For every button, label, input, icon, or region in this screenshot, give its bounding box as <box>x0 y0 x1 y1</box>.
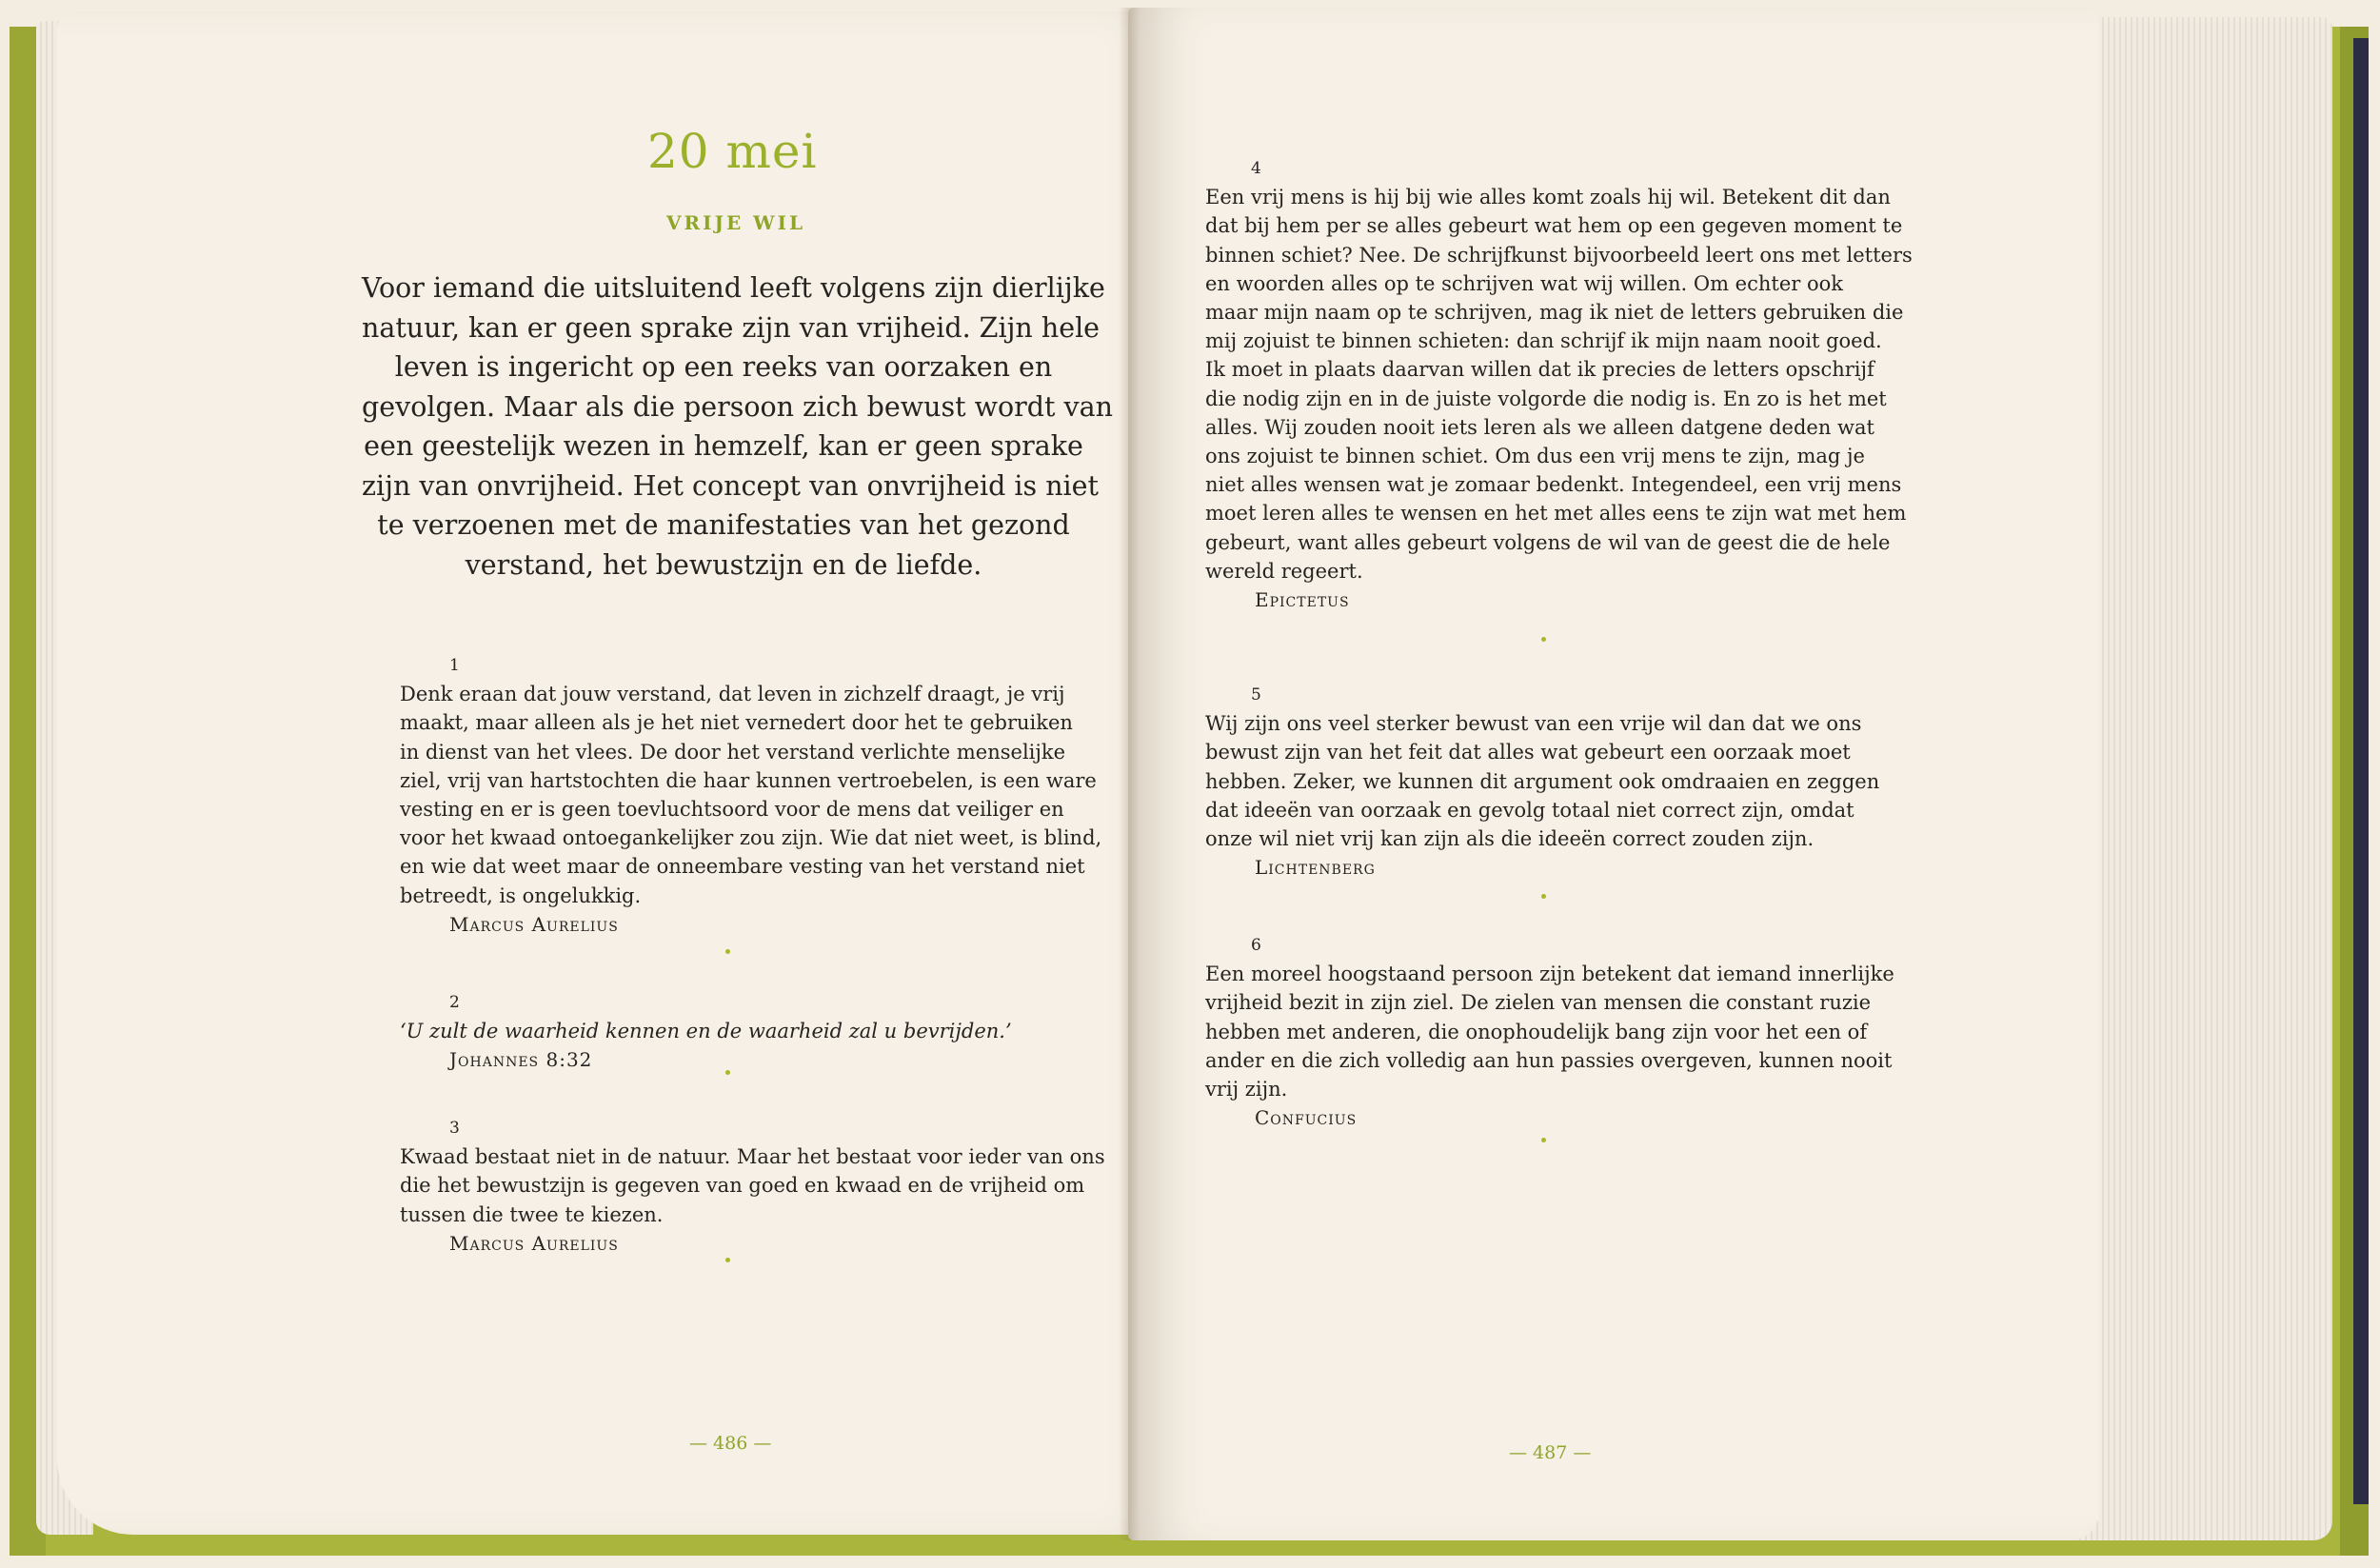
quote-line: vrij zijn. <box>1205 1078 1288 1102</box>
intro-line: gevolgen. Maar als die persoon zich bewust wordt van <box>362 390 1113 423</box>
quote-author: Lichtenberg <box>1255 856 1376 880</box>
quote-number: 2 <box>449 993 460 1012</box>
quote-line: alles. Wij zouden nooit iets leren als we alleen datgene deden wat <box>1205 415 1874 439</box>
quote-6 <box>1205 931 1894 1132</box>
quote-line: moet leren alles te wensen en het met alles eens te zijn wat met hem <box>1205 502 1907 526</box>
quote-author: Epictetus <box>1255 588 1350 612</box>
intro-line: natuur, kan er geen sprake zijn van vrijheid. Zijn hele <box>362 311 1101 344</box>
intro-line: leven is ingericht op een reeks van oorzaken en <box>394 351 1053 383</box>
quote-line: maakt, maar alleen als je het niet vernedert door het te gebruiken <box>400 711 1073 735</box>
separator-dot <box>1541 894 1546 899</box>
quote-author: Marcus Aurelius <box>449 1231 619 1255</box>
separator-dot <box>725 1258 730 1262</box>
quote-author: Marcus Aurelius <box>449 912 619 936</box>
quote-line: voor het kwaad ontoegankelijker zou zijn. Wie dat niet weet, is blind, <box>400 826 1102 850</box>
quote-line: ‘U zult de waarheid kennen en de waarheid zal u bevrijden.’ <box>400 1020 1012 1043</box>
quote-line: onze wil niet vrij kan zijn als die ideeën correct zouden zijn. <box>1205 827 1815 851</box>
quote-line: Kwaad bestaat niet in de natuur. Maar het bestaat voor ieder van ons <box>400 1145 1105 1169</box>
intro-paragraph <box>362 268 1113 585</box>
quote-line: die nodig zijn en in de juiste volgorde die nodig is. En zo is het met <box>1205 387 1887 410</box>
quote-line: die het bewustzijn is gegeven van goed en kwaad en de vrijheid om <box>400 1174 1085 1198</box>
cover-edge-dark <box>2353 38 2369 1504</box>
separator-dot <box>725 1070 730 1075</box>
quote-number: 1 <box>449 656 460 675</box>
quote-number: 3 <box>449 1119 460 1138</box>
quote-line: betreedt, is ongelukkig. <box>400 883 642 907</box>
quote-line: Denk eraan dat jouw verstand, dat leven in zichzelf draagt, je vrij <box>400 683 1065 706</box>
quote-line: ander en die zich volledig aan hun passies overgeven, kunnen nooit <box>1205 1048 1893 1072</box>
quote-line: Ik moet in plaats daarvan willen dat ik precies de letters opschrijf <box>1205 358 1874 382</box>
intro-line: Voor iemand die uitsluitend leeft volgens zijn dierlijke <box>362 272 1105 304</box>
quote-author: Confucius <box>1255 1106 1358 1130</box>
quote-line: dat bij hem per se alles gebeurt wat hem op een gegeven moment te <box>1205 214 1903 238</box>
quote-line: binnen schiet? Nee. De schrijfkunst bijvoorbeeld leert ons met letters <box>1205 243 1913 267</box>
quote-author: Johannes 8:32 <box>449 1048 593 1072</box>
quote-line: Wij zijn ons veel sterker bewust van een vrije wil dan dat we ons <box>1205 712 1862 736</box>
intro-line: een geestelijk wezen in hemzelf, kan er geen sprake <box>364 430 1083 462</box>
quote-5 <box>1205 681 1879 882</box>
quote-2 <box>400 988 1012 1075</box>
quote-line: vrijheid bezit in zijn ziel. De zielen van mensen die constant ruzie <box>1205 991 1872 1015</box>
quote-line: gebeurt, want alles gebeurt volgens de wil van de geest die de hele <box>1205 530 1891 554</box>
intro-line: zijn van onvrijheid. Het concept van onvrijheid is niet <box>362 469 1099 502</box>
quote-line: maar mijn naam op te schrijven, mag ik niet de letters gebruiken die <box>1205 301 1904 325</box>
quote-line: tussen die twee te kiezen. <box>400 1202 664 1226</box>
separator-dot <box>725 949 730 954</box>
quote-line: Een moreel hoogstaand persoon zijn betekent dat iemand innerlijke <box>1205 963 1894 986</box>
quote-number: 6 <box>1251 936 1261 955</box>
quote-line: ons zojuist te binnen schiet. Om dus een vrij mens te zijn, mag je <box>1205 445 1865 468</box>
quote-line: Een vrij mens is hij bij wie alles komt zoals hij wil. Betekent dit dan <box>1205 186 1891 209</box>
book-gutter <box>1119 8 1140 1540</box>
quote-line: mij zojuist te binnen schieten: dan schrijf ik mijn naam nooit goed. <box>1205 329 1882 353</box>
quote-line: hebben. Zeker, we kunnen dit argument ook omdraaien en zeggen <box>1205 769 1880 793</box>
quote-line: wereld regeert. <box>1205 559 1363 583</box>
quote-3 <box>400 1114 1105 1258</box>
quote-1 <box>400 651 1101 939</box>
quote-line: en woorden alles op te schrijven wat wij willen. Om echter ook <box>1205 271 1843 295</box>
page-date-title: 20 mei <box>647 124 818 179</box>
quote-line: niet alles wensen wat je zomaar bedenkt. Integendeel, een vrij mens <box>1205 473 1902 497</box>
quote-4 <box>1205 154 1913 614</box>
quote-line: bewust zijn van het feit dat alles wat gebeurt een oorzaak moet <box>1205 741 1851 764</box>
quote-line: in dienst van het vlees. De door het verstand verlichte menselijke <box>400 740 1066 764</box>
quote-number: 4 <box>1251 159 1261 178</box>
intro-line: te verzoenen met de manifestaties van het gezond <box>377 509 1070 541</box>
separator-dot <box>1541 1138 1546 1142</box>
page-theme: VRIJE WIL <box>666 211 806 234</box>
quote-line: en wie dat weet maar de onneembare vesting van het verstand niet <box>400 855 1085 879</box>
separator-dot <box>1541 637 1546 642</box>
page-number-right: — 487 — <box>1509 1442 1592 1463</box>
quote-line: ziel, vrij van hartstochten die haar kunnen vertroebelen, is een ware <box>400 768 1097 792</box>
quote-line: dat ideeën van oorzaak en gevolg totaal niet correct zijn, omdat <box>1205 798 1854 822</box>
page-number-left: — 486 — <box>689 1433 772 1454</box>
quote-line: vesting en er is geen toevluchtsoord voor de mens dat veiliger en <box>400 798 1064 822</box>
quote-line: hebben met anderen, die onophoudelijk bang zijn voor het een of <box>1205 1020 1868 1043</box>
quote-number: 5 <box>1251 685 1261 705</box>
intro-line: verstand, het bewustzijn en de liefde. <box>465 548 982 581</box>
